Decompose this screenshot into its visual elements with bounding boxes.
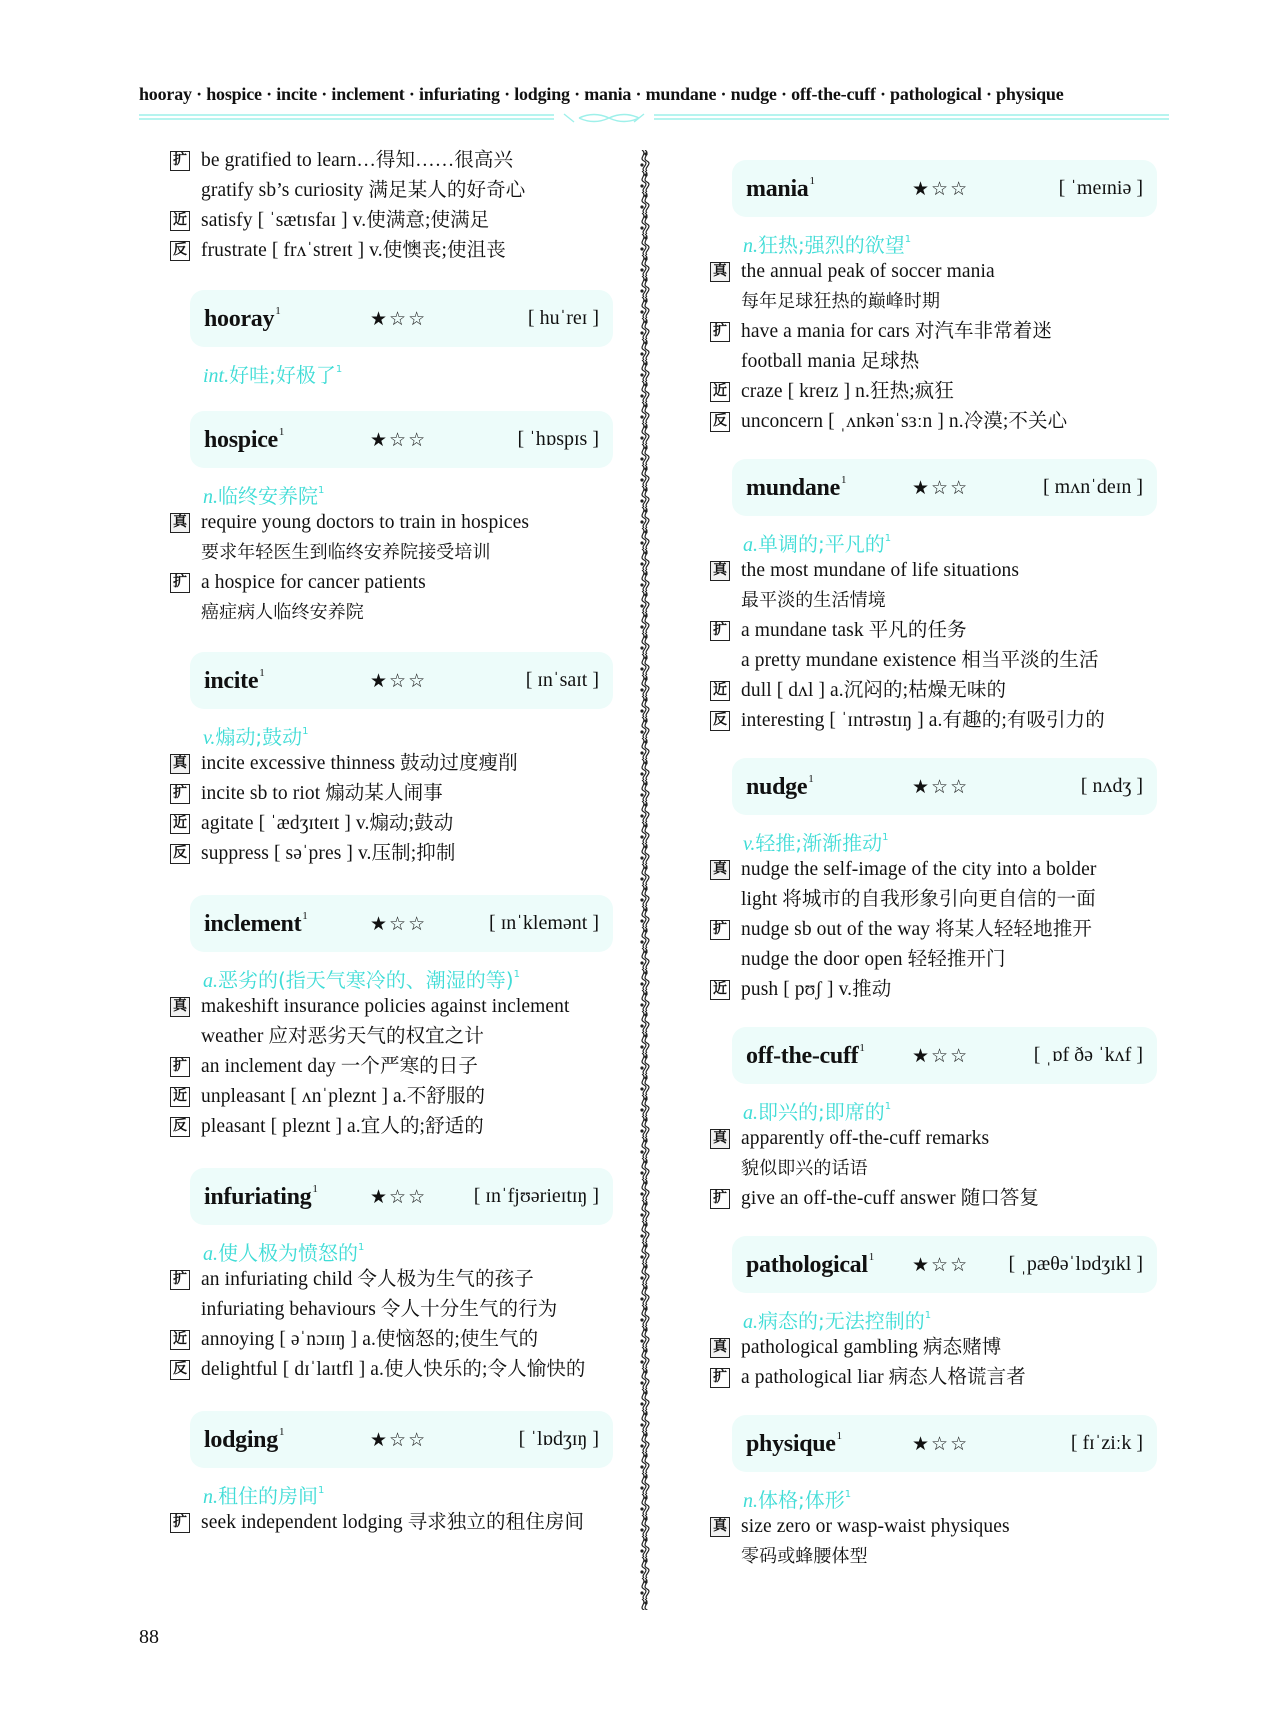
synonym-line: 近 agitate [ ˈædʒɪteɪt ] v.煽动;鼓动 <box>170 809 620 839</box>
extend-line: 扩 give an off-the-cuff answer 随口答复 <box>710 1184 1170 1214</box>
headword: nudge$^1$ <box>746 772 814 800</box>
extend-tag-icon: 扩 <box>170 784 190 804</box>
phonetic: [ ɪnˈfjʊərieɪtɪŋ ] <box>473 1185 599 1207</box>
page-number: 88 <box>139 1626 159 1648</box>
star-rating-icon: ★☆☆ <box>370 1428 428 1451</box>
real-exam-line: 真 size zero or wasp-waist physiques <box>710 1512 1170 1542</box>
star-rating-icon: ★☆☆ <box>912 1432 970 1455</box>
extend-line: 扩 a mundane task 平凡的任务 <box>710 616 1170 646</box>
synonym-tag-icon: 近 <box>710 382 730 402</box>
synonym-line: 近 push [ pʊʃ ] v.推动 <box>710 975 1170 1005</box>
star-rating-icon: ★☆☆ <box>912 1253 970 1276</box>
antonym-line: 反 delightful [ dɪˈlaɪtfl ] a.使人快乐的;令人愉快的 <box>170 1355 620 1385</box>
extend-line: 扩 have a mania for cars 对汽车非常着迷 <box>710 317 1170 347</box>
sense-definition: v.煽动;鼓动$^1$ <box>203 725 309 749</box>
extend-tag-icon: 扩 <box>170 151 190 171</box>
phonetic: [ ˌɒf ðə ˈkʌf ] <box>1033 1044 1143 1066</box>
antonym-tag-icon: 反 <box>170 1360 190 1380</box>
headword: mundane$^1$ <box>746 473 847 501</box>
word-card <box>732 1027 1157 1084</box>
translation-line: 貌似即兴的话语 <box>741 1158 868 1179</box>
synonym-line: 近 unpleasant [ ʌnˈpleznt ] a.不舒服的 <box>170 1082 620 1112</box>
real-tag-icon: 真 <box>170 513 190 533</box>
real-tag-icon: 真 <box>170 754 190 774</box>
column-divider-ornament <box>636 150 652 1610</box>
left-column <box>170 146 620 1538</box>
example-line: 扩 be gratified to learn…得知……很高兴 <box>170 146 620 176</box>
word-card <box>732 459 1157 516</box>
extend-line: 扩 an inclement day 一个严寒的日子 <box>170 1052 620 1082</box>
extend-line: 扩 incite sb to riot 煽动某人闹事 <box>170 779 620 809</box>
synonym-line: 近 dull [ dʌl ] a.沉闷的;枯燥无味的 <box>710 676 1170 706</box>
real-tag-icon: 真 <box>710 262 730 282</box>
antonym-line: 反 frustrate [ frʌˈstreɪt ] v.使懊丧;使沮丧 <box>170 236 620 266</box>
phonetic: [ huˈreɪ ] <box>527 307 599 329</box>
antonym-line: 反 unconcern [ ˌʌnkənˈsɜːn ] n.冷漠;不关心 <box>710 407 1170 437</box>
phonetic: [ ˈmeɪniə ] <box>1058 177 1143 199</box>
translation-line: weather 应对恶劣天气的权宜之计 <box>201 1026 484 1047</box>
headword: inclement$^1$ <box>204 909 308 937</box>
synonym-tag-icon: 近 <box>170 1087 190 1107</box>
word-card <box>732 1236 1157 1293</box>
word-card <box>732 1415 1157 1472</box>
sense-definition: a.单调的;平凡的$^1$ <box>743 532 892 556</box>
antonym-line: 反 pleasant [ pleznt ] a.宜人的;舒适的 <box>170 1112 620 1142</box>
extend-line: a pretty mundane existence 相当平淡的生活 <box>741 650 1099 671</box>
sense-definition: a.恶劣的(指天气寒冷的、潮湿的等)$^1$ <box>203 968 520 992</box>
headword: lodging$^1$ <box>204 1425 285 1453</box>
entry-infuriating <box>170 1168 620 1385</box>
translation-line: 最平淡的生活情境 <box>741 590 886 611</box>
star-rating-icon: ★☆☆ <box>912 177 970 200</box>
real-exam-line: 真 makeshift insurance policies against inclement <box>170 992 620 1022</box>
extend-tag-icon: 扩 <box>710 621 730 641</box>
synonym-line: 近 craze [ kreɪz ] n.狂热;疯狂 <box>710 377 1170 407</box>
antonym-tag-icon: 反 <box>710 711 730 731</box>
star-rating-icon: ★☆☆ <box>370 1185 428 1208</box>
extend-line: 扩 a pathological liar 病态人格谎言者 <box>710 1363 1170 1393</box>
sense-definition: n.狂热;强烈的欲望$^1$ <box>743 233 912 257</box>
extend-line: nudge the door open 轻轻推开门 <box>741 949 1006 970</box>
word-card <box>190 652 613 709</box>
entry-mania <box>710 160 1170 437</box>
entry-mundane <box>710 459 1170 736</box>
sense-definition: a.病态的;无法控制的$^1$ <box>743 1309 932 1333</box>
real-exam-line: 真 require young doctors to train in hospices <box>170 508 620 538</box>
phonetic: [ ɪnˈsaɪt ] <box>525 669 599 691</box>
phonetic: [ ˈlɒdʒɪŋ ] <box>518 1428 599 1450</box>
entry-lodging <box>170 1411 620 1538</box>
star-rating-icon: ★☆☆ <box>912 476 970 499</box>
entry-hospice <box>170 411 620 628</box>
real-tag-icon: 真 <box>710 1129 730 1149</box>
real-tag-icon: 真 <box>710 1517 730 1537</box>
entry-incite <box>170 652 620 869</box>
real-exam-line: 真 apparently off-the-cuff remarks <box>710 1124 1170 1154</box>
star-rating-icon: ★☆☆ <box>370 428 428 451</box>
extend-tag-icon: 扩 <box>170 573 190 593</box>
phonetic: [ fɪˈziːk ] <box>1070 1432 1143 1454</box>
star-rating-icon: ★☆☆ <box>370 307 428 330</box>
sense-definition: a.使人极为愤怒的$^1$ <box>203 1241 365 1265</box>
synonym-line: 近 annoying [ əˈnɔɪɪŋ ] a.使恼怒的;使生气的 <box>170 1325 620 1355</box>
real-tag-icon: 真 <box>710 1338 730 1358</box>
sense-definition: n.临终安养院$^1$ <box>203 484 325 508</box>
antonym-line: 反 suppress [ səˈpres ] v.压制;抑制 <box>170 839 620 869</box>
star-rating-icon: ★☆☆ <box>912 1044 970 1067</box>
antonym-tag-icon: 反 <box>170 241 190 261</box>
entry-physique <box>710 1415 1170 1572</box>
synonym-tag-icon: 近 <box>170 814 190 834</box>
word-card <box>190 895 613 952</box>
extend-line: 扩 seek independent lodging 寻求独立的租住房间 <box>170 1508 620 1538</box>
real-exam-line: 真 the annual peak of soccer mania <box>710 257 1170 287</box>
extend-line: football mania 足球热 <box>741 351 920 372</box>
real-tag-icon: 真 <box>170 997 190 1017</box>
headword: infuriating$^1$ <box>204 1182 318 1210</box>
word-card <box>190 1168 613 1225</box>
phonetic: [ nʌdʒ ] <box>1080 775 1143 797</box>
translation-line: 要求年轻医生到临终安养院接受培训 <box>201 542 491 563</box>
headword: pathological$^1$ <box>746 1250 874 1278</box>
word-card <box>190 411 613 468</box>
extend-tag-icon: 扩 <box>710 322 730 342</box>
headword: off-the-cuff$^1$ <box>746 1041 865 1069</box>
synonym-tag-icon: 近 <box>170 1330 190 1350</box>
real-tag-icon: 真 <box>710 860 730 880</box>
translation-line: 零码或蜂腰体型 <box>741 1546 868 1567</box>
example-line: gratify sb’s curiosity 满足某人的好奇心 <box>201 180 526 201</box>
real-exam-line: 真 incite excessive thinness 鼓动过度瘦削 <box>170 749 620 779</box>
extend-line: infuriating behaviours 令人十分生气的行为 <box>201 1299 558 1320</box>
real-exam-line: 真 nudge the self-image of the city into a bolder <box>710 855 1170 885</box>
star-rating-icon: ★☆☆ <box>370 912 428 935</box>
phonetic: [ ɪnˈklemənt ] <box>489 912 599 934</box>
sense-definition: a.即兴的;即席的$^1$ <box>743 1100 892 1124</box>
synonym-tag-icon: 近 <box>710 681 730 701</box>
headword: hospice$^1$ <box>204 425 285 453</box>
entry-off-the-cuff <box>710 1027 1170 1214</box>
star-rating-icon: ★☆☆ <box>912 775 970 798</box>
synonym-line: 近 satisfy [ ˈsætɪsfaɪ ] v.使满意;使满足 <box>170 206 620 236</box>
extend-tag-icon: 扩 <box>170 1513 190 1533</box>
word-card <box>190 1411 613 1468</box>
header-rule-ornament <box>139 113 1169 123</box>
extend-line: 扩 nudge sb out of the way 将某人轻轻地推开 <box>710 915 1170 945</box>
entry-inclement <box>170 895 620 1142</box>
synonym-tag-icon: 近 <box>170 211 190 231</box>
extend-tag-icon: 扩 <box>710 1189 730 1209</box>
antonym-line: 反 interesting [ ˈɪntrəstɪŋ ] a.有趣的;有吸引力的 <box>710 706 1170 736</box>
extend-line: 扩 an infuriating child 令人极为生气的孩子 <box>170 1265 620 1295</box>
entry-hooray <box>170 290 620 387</box>
real-tag-icon: 真 <box>710 561 730 581</box>
word-card <box>732 758 1157 815</box>
entry-nudge <box>710 758 1170 1005</box>
extend-tag-icon: 扩 <box>170 1270 190 1290</box>
phonetic: [ ˌpæθəˈlɒdʒɪkl ] <box>1008 1253 1143 1275</box>
translation-line: 癌症病人临终安养院 <box>201 602 364 623</box>
antonym-tag-icon: 反 <box>170 1117 190 1137</box>
sense-definition: int.好哇;好极了$^1$ <box>203 363 343 387</box>
headword: incite$^1$ <box>204 666 265 694</box>
extend-tag-icon: 扩 <box>710 920 730 940</box>
real-exam-line: 真 the most mundane of life situations <box>710 556 1170 586</box>
phonetic: [ mʌnˈdeɪn ] <box>1043 476 1143 498</box>
antonym-tag-icon: 反 <box>170 844 190 864</box>
extend-tag-icon: 扩 <box>710 1368 730 1388</box>
antonym-tag-icon: 反 <box>710 412 730 432</box>
real-exam-line: 真 pathological gambling 病态赌博 <box>710 1333 1170 1363</box>
running-head: hooray · hospice · incite · inclement · infuriating · lodging · mania · mundane · nudge · off-the-cuff · pathological · physique <box>139 84 1064 104</box>
extend-line: 扩 a hospice for cancer patients <box>170 568 620 598</box>
translation-line: 每年足球狂热的巅峰时期 <box>741 291 941 312</box>
phonetic: [ ˈhɒspɪs ] <box>517 428 599 450</box>
right-column <box>710 160 1170 1572</box>
headword: hooray$^1$ <box>204 304 281 332</box>
star-rating-icon: ★☆☆ <box>370 669 428 692</box>
extend-tag-icon: 扩 <box>170 1057 190 1077</box>
sense-definition: n.租住的房间$^1$ <box>203 1484 325 1508</box>
synonym-tag-icon: 近 <box>710 980 730 1000</box>
entry-pathological <box>710 1236 1170 1393</box>
word-card <box>190 290 613 347</box>
translation-line: light 将城市的自我形象引向更自信的一面 <box>741 889 1096 910</box>
sense-definition: v.轻推;渐渐推动$^1$ <box>743 831 889 855</box>
sense-definition: n.体格;体形$^1$ <box>743 1488 852 1512</box>
headword: physique$^1$ <box>746 1429 842 1457</box>
continuation-block <box>170 146 620 266</box>
headword: mania$^1$ <box>746 174 815 202</box>
word-card <box>732 160 1157 217</box>
